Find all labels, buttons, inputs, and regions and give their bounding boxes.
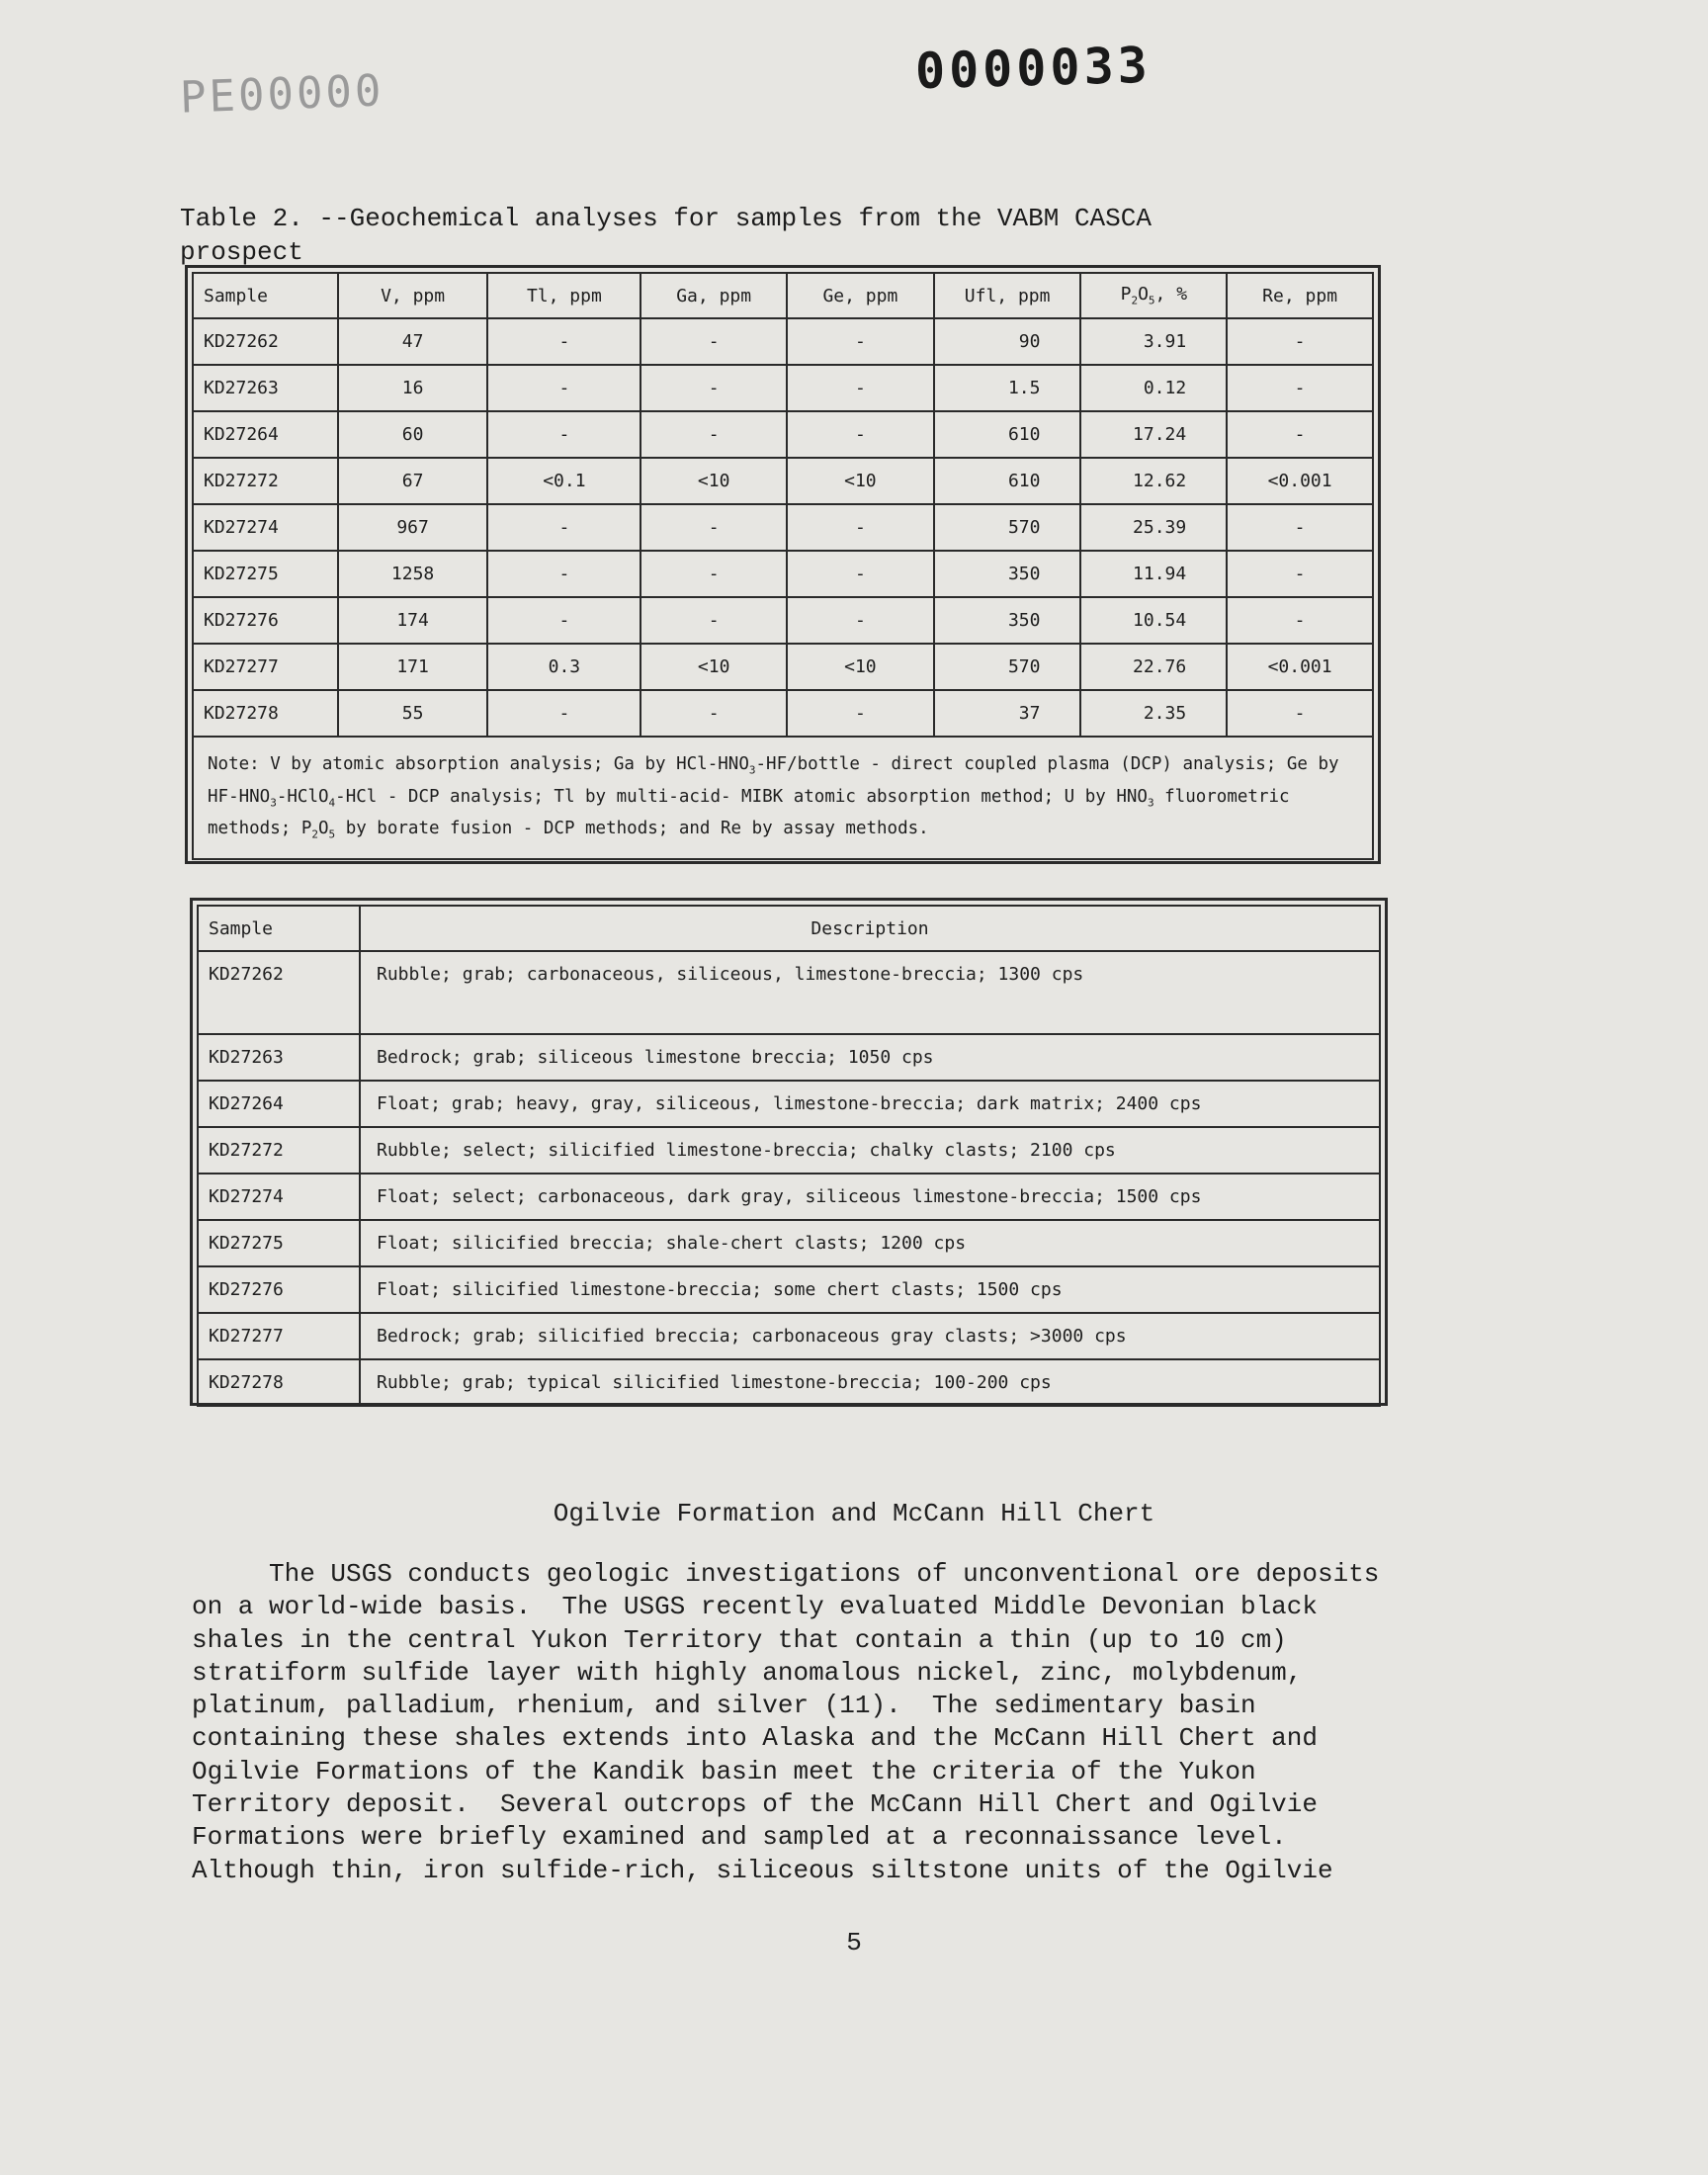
table-row xyxy=(198,1220,1380,1266)
table-header-row xyxy=(193,273,1373,318)
value-cell: 25.39 xyxy=(1080,504,1227,551)
paragraph-line: on a world-wide basis. The USGS recently evaluated Middle Devonian black xyxy=(192,1592,1318,1622)
analysis-note: Note: V by atomic absorption analysis; Ga by HCl-$HNO_3-HF$/bottle - direct coupled plasma (DCP) analysis; Ge by $HF-HNO_3-HClO_4$-HCl - DCP analysis; Tl by multi-acid- MIBK atomic absorption method; U by $HNO_3$ fluorometric methods; $P_2O_5$ by borate fusion - DCP methods; and Re by assay methods. xyxy=(193,737,1373,859)
value-cell: 47 xyxy=(338,318,488,365)
sample-id-cell: KD27263 xyxy=(193,365,338,411)
description-cell: Rubble; select; silicified limestone-breccia; chalky clasts; 2100 cps xyxy=(360,1127,1380,1174)
description-cell: Float; grab; heavy, gray, siliceous, limestone-breccia; dark matrix; 2400 cps xyxy=(360,1081,1380,1127)
table-row xyxy=(198,1081,1380,1127)
value-cell: - xyxy=(1227,597,1373,644)
value-cell: - xyxy=(1227,504,1373,551)
value-cell: <10 xyxy=(787,458,934,504)
header-sample: Sample xyxy=(198,906,360,951)
header-sample: Sample xyxy=(193,273,338,318)
value-cell: - xyxy=(487,411,640,458)
value-cell: 2.35 xyxy=(1080,690,1227,737)
value-cell: - xyxy=(487,690,640,737)
sample-id-cell: KD27276 xyxy=(193,597,338,644)
table-row xyxy=(193,644,1373,690)
geochemical-analyses-table xyxy=(185,265,1381,864)
value-cell: - xyxy=(487,365,640,411)
value-cell: 12.62 xyxy=(1080,458,1227,504)
table-row xyxy=(193,597,1373,644)
sample-id-cell: KD27262 xyxy=(193,318,338,365)
value-cell: <0.001 xyxy=(1227,458,1373,504)
value-cell: <10 xyxy=(640,458,787,504)
table-row xyxy=(198,1034,1380,1081)
value-cell: 350 xyxy=(934,597,1081,644)
value-cell: 350 xyxy=(934,551,1081,597)
sample-id-cell: KD27262 xyxy=(198,951,360,1034)
table-row xyxy=(198,951,1380,1034)
note-row xyxy=(193,737,1373,859)
value-cell: 10.54 xyxy=(1080,597,1227,644)
table-row xyxy=(198,1174,1380,1220)
value-cell: - xyxy=(640,504,787,551)
body-paragraph xyxy=(192,1558,1516,1887)
value-cell: 22.76 xyxy=(1080,644,1227,690)
table-row xyxy=(193,551,1373,597)
table-row xyxy=(193,365,1373,411)
value-cell: 570 xyxy=(934,644,1081,690)
header-p2o5: $P_2O_5$, % xyxy=(1080,273,1227,318)
value-cell: 967 xyxy=(338,504,488,551)
analyses-grid xyxy=(192,272,1374,860)
value-cell: - xyxy=(640,690,787,737)
value-cell: 67 xyxy=(338,458,488,504)
value-cell: - xyxy=(640,597,787,644)
paragraph-line: Territory deposit. Several outcrops of the McCann Hill Chert and Ogilvie xyxy=(192,1789,1318,1820)
paragraph-line: stratiform sulfide layer with highly anomalous nickel, zinc, molybdenum, xyxy=(192,1657,1303,1688)
description-cell: Float; silicified limestone-breccia; some chert clasts; 1500 cps xyxy=(360,1266,1380,1313)
description-grid xyxy=(197,905,1381,1407)
value-cell: - xyxy=(640,365,787,411)
value-cell: - xyxy=(787,318,934,365)
header-re: Re, ppm xyxy=(1227,273,1373,318)
stamp-number-right: 0000033 xyxy=(914,36,1153,101)
value-cell: - xyxy=(1227,551,1373,597)
value-cell: - xyxy=(487,504,640,551)
sample-id-cell: KD27274 xyxy=(193,504,338,551)
value-cell: - xyxy=(487,318,640,365)
value-cell: 1.5 xyxy=(934,365,1081,411)
table-caption-line-2: prospect xyxy=(180,237,303,267)
value-cell: 16 xyxy=(338,365,488,411)
table-row xyxy=(193,411,1373,458)
table-caption xyxy=(180,202,1267,269)
header-ufl: Ufl, ppm xyxy=(934,273,1081,318)
description-cell: Bedrock; grab; siliceous limestone breccia; 1050 cps xyxy=(360,1034,1380,1081)
paragraph-line: shales in the central Yukon Territory that contain a thin (up to 10 cm) xyxy=(192,1624,1287,1655)
sample-id-cell: KD27275 xyxy=(198,1220,360,1266)
value-cell: 37 xyxy=(934,690,1081,737)
value-cell: 610 xyxy=(934,458,1081,504)
value-cell: <0.1 xyxy=(487,458,640,504)
paragraph-line: Although thin, iron sulfide-rich, siliceous siltstone units of the Ogilvie xyxy=(192,1855,1333,1885)
value-cell: 1258 xyxy=(338,551,488,597)
stamp-number-left: PE00000 xyxy=(179,65,385,124)
value-cell: - xyxy=(1227,411,1373,458)
value-cell: 570 xyxy=(934,504,1081,551)
sample-description-table xyxy=(190,898,1388,1406)
header-description: Description xyxy=(360,906,1380,951)
page-number: 5 xyxy=(846,1928,862,1958)
value-cell: 3.91 xyxy=(1080,318,1227,365)
paragraph-line: platinum, palladium, rhenium, and silver (11). The sedimentary basin xyxy=(192,1691,1256,1721)
sample-id-cell: KD27264 xyxy=(193,411,338,458)
paragraph-line: Ogilvie Formations of the Kandik basin meet the criteria of the Yukon xyxy=(192,1756,1256,1786)
description-header-row xyxy=(198,906,1380,951)
table-row xyxy=(198,1266,1380,1313)
table-row xyxy=(198,1127,1380,1174)
value-cell: - xyxy=(787,551,934,597)
value-cell: 610 xyxy=(934,411,1081,458)
value-cell: <10 xyxy=(787,644,934,690)
value-cell: - xyxy=(787,597,934,644)
value-cell: - xyxy=(787,690,934,737)
paragraph-line: containing these shales extends into Alaska and the McCann Hill Chert and xyxy=(192,1723,1318,1754)
description-cell: Rubble; grab; typical silicified limestone-breccia; 100-200 cps xyxy=(360,1359,1380,1406)
table-row xyxy=(198,1359,1380,1406)
value-cell: - xyxy=(640,551,787,597)
value-cell: 174 xyxy=(338,597,488,644)
value-cell: - xyxy=(1227,365,1373,411)
value-cell: - xyxy=(787,504,934,551)
sample-id-cell: KD27277 xyxy=(193,644,338,690)
sample-id-cell: KD27274 xyxy=(198,1174,360,1220)
header-ga: Ga, ppm xyxy=(640,273,787,318)
value-cell: 11.94 xyxy=(1080,551,1227,597)
value-cell: 17.24 xyxy=(1080,411,1227,458)
table-row xyxy=(193,318,1373,365)
value-cell: <10 xyxy=(640,644,787,690)
paragraph-line: Formations were briefly examined and sampled at a reconnaissance level. xyxy=(192,1822,1287,1853)
description-cell: Float; silicified breccia; shale-chert clasts; 1200 cps xyxy=(360,1220,1380,1266)
header-tl: Tl, ppm xyxy=(487,273,640,318)
sample-id-cell: KD27277 xyxy=(198,1313,360,1359)
sample-id-cell: KD27272 xyxy=(198,1127,360,1174)
value-cell: - xyxy=(640,318,787,365)
value-cell: - xyxy=(787,365,934,411)
value-cell: - xyxy=(640,411,787,458)
section-heading: Ogilvie Formation and McCann Hill Chert xyxy=(553,1499,1155,1528)
value-cell: 90 xyxy=(934,318,1081,365)
value-cell: - xyxy=(1227,690,1373,737)
sample-id-cell: KD27272 xyxy=(193,458,338,504)
description-cell: Float; select; carbonaceous, dark gray, siliceous limestone-breccia; 1500 cps xyxy=(360,1174,1380,1220)
table-row xyxy=(193,690,1373,737)
value-cell: - xyxy=(787,411,934,458)
table-caption-line-1: Table 2. --Geochemical analyses for samples from the VABM CASCA xyxy=(180,204,1152,233)
value-cell: 0.3 xyxy=(487,644,640,690)
description-cell: Rubble; grab; carbonaceous, siliceous, limestone-breccia; 1300 cps xyxy=(360,951,1380,1034)
sample-id-cell: KD27278 xyxy=(193,690,338,737)
value-cell: 171 xyxy=(338,644,488,690)
value-cell: 0.12 xyxy=(1080,365,1227,411)
sample-id-cell: KD27263 xyxy=(198,1034,360,1081)
value-cell: <0.001 xyxy=(1227,644,1373,690)
paragraph-line: The USGS conducts geologic investigations of unconventional ore deposits xyxy=(192,1559,1380,1589)
header-v: V, ppm xyxy=(338,273,488,318)
sample-id-cell: KD27278 xyxy=(198,1359,360,1406)
analyses-body xyxy=(193,318,1373,737)
sample-id-cell: KD27264 xyxy=(198,1081,360,1127)
value-cell: - xyxy=(487,597,640,644)
description-cell: Bedrock; grab; silicified breccia; carbonaceous gray clasts; >3000 cps xyxy=(360,1313,1380,1359)
table-row xyxy=(193,504,1373,551)
header-ge: Ge, ppm xyxy=(787,273,934,318)
value-cell: 55 xyxy=(338,690,488,737)
value-cell: - xyxy=(487,551,640,597)
description-body xyxy=(198,951,1380,1406)
table-row xyxy=(198,1313,1380,1359)
value-cell: - xyxy=(1227,318,1373,365)
sample-id-cell: KD27276 xyxy=(198,1266,360,1313)
sample-id-cell: KD27275 xyxy=(193,551,338,597)
table-row xyxy=(193,458,1373,504)
value-cell: 60 xyxy=(338,411,488,458)
